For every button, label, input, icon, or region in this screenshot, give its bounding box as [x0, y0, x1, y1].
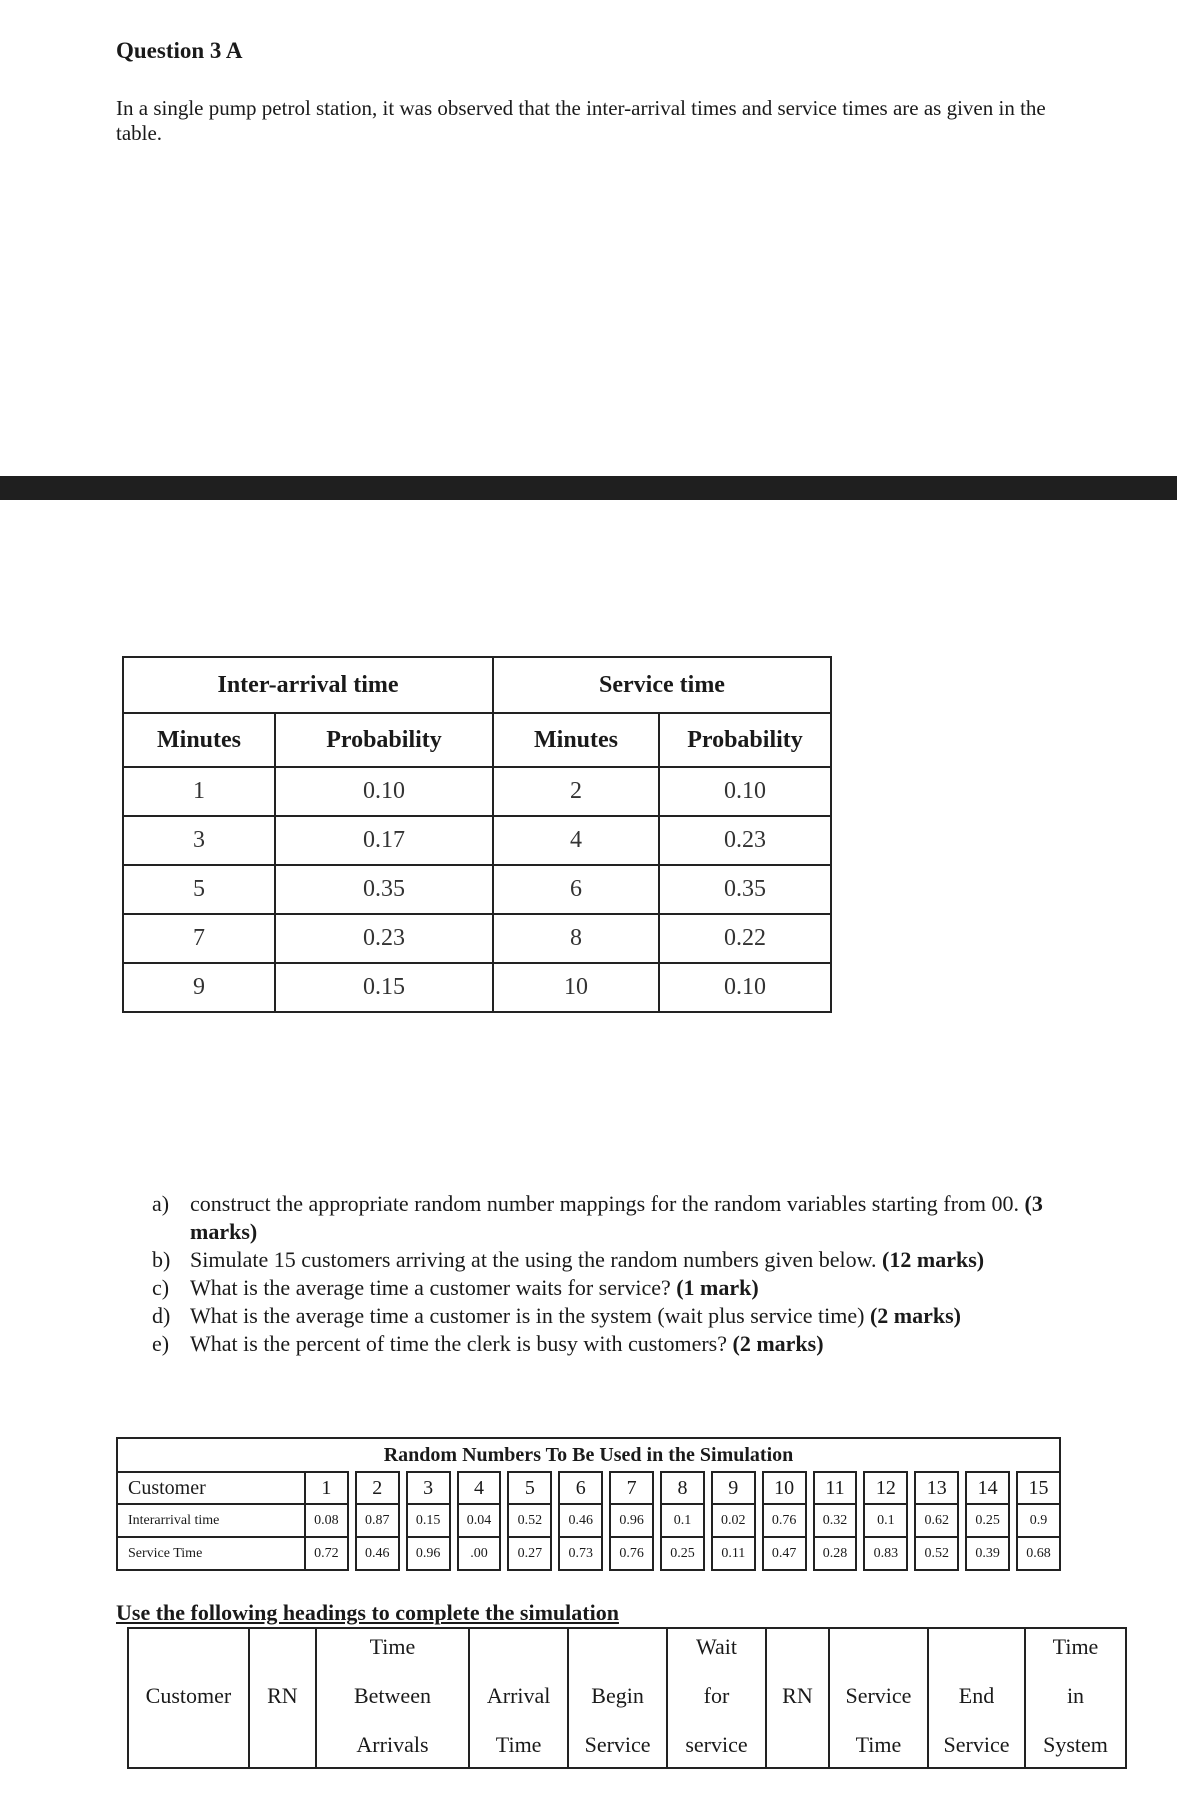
column-gap: [907, 1504, 915, 1537]
question-marks: (2 marks): [869, 1303, 962, 1328]
question-marks: (1 mark): [676, 1275, 759, 1300]
distribution-row: [123, 767, 831, 816]
column-gap: [348, 1472, 356, 1504]
distribution-cell-ia-min: 7: [123, 914, 275, 963]
distribution-cell-sv-prob: 0.23: [659, 816, 831, 865]
column-gap: [399, 1537, 407, 1570]
service-rn: 0.52: [915, 1537, 958, 1570]
column-gap: [653, 1472, 661, 1504]
heading-line: Wait: [696, 1634, 737, 1659]
column-gap: [806, 1472, 814, 1504]
column-gap: [1009, 1472, 1017, 1504]
column-gap: [551, 1504, 559, 1537]
service-header: Service time: [493, 657, 831, 713]
distribution-row: [123, 914, 831, 963]
distribution-cell-ia-prob: 0.23: [275, 914, 493, 963]
heading-arrival-time: [469, 1628, 568, 1768]
question-text: What is the percent of time the clerk is busy with customers?: [190, 1331, 728, 1356]
column-gap: [755, 1472, 763, 1504]
heading-line: Customer: [145, 1683, 232, 1708]
service-rn: 0.73: [559, 1537, 602, 1570]
heading-line: [832, 1633, 925, 1661]
column-gap: [806, 1537, 814, 1570]
interarrival-rn: 0.08: [305, 1504, 348, 1537]
customer-number: 8: [661, 1472, 704, 1504]
heading-line: Service: [584, 1732, 651, 1757]
column-gap: [958, 1504, 966, 1537]
column-gap: [450, 1472, 458, 1504]
question-text: construct the appropriate random number mappings for the random variables starting from 00.: [190, 1191, 1020, 1216]
service-rn: 0.72: [305, 1537, 348, 1570]
distribution-cell-sv-prob: 0.10: [659, 767, 831, 816]
question-letter: c): [152, 1275, 170, 1300]
heading-rn-2: [766, 1628, 829, 1768]
column-gap: [806, 1504, 814, 1537]
customer-row-label: Customer: [117, 1472, 305, 1504]
customer-number: 7: [610, 1472, 653, 1504]
heading-line: [931, 1633, 1022, 1661]
column-gap: [958, 1472, 966, 1504]
col-minutes: Minutes: [123, 713, 275, 767]
column-gap: [1009, 1537, 1017, 1570]
distribution-cell-sv-min: 2: [493, 767, 659, 816]
column-gap: [602, 1504, 610, 1537]
distribution-cell-ia-prob: 0.35: [275, 865, 493, 914]
heading-line: in: [1066, 1683, 1085, 1708]
distribution-row: [123, 963, 831, 1012]
heading-line: Begin: [591, 1683, 644, 1708]
interarrival-rn: 0.46: [559, 1504, 602, 1537]
column-gap: [500, 1504, 508, 1537]
customer-number: 14: [966, 1472, 1009, 1504]
interarrival-rn: 0.76: [763, 1504, 806, 1537]
heading-line: for: [703, 1683, 730, 1708]
col-probability: Probability: [659, 713, 831, 767]
question-text: What is the average time a customer waits for service?: [190, 1275, 671, 1300]
column-gap: [551, 1537, 559, 1570]
heading-line: Between: [353, 1683, 431, 1708]
service-rn: 0.11: [712, 1537, 755, 1570]
col-minutes: Minutes: [493, 713, 659, 767]
service-rn: 0.96: [407, 1537, 450, 1570]
interarrival-rn: 0.32: [814, 1504, 857, 1537]
intro-paragraph: In a single pump petrol station, it was observed that the inter-arrival times and service times are as given in the table.: [116, 96, 1046, 145]
column-gap: [856, 1504, 864, 1537]
column-gap: [856, 1537, 864, 1570]
heading-line: Arrival: [486, 1683, 551, 1708]
distribution-cell-sv-prob: 0.35: [659, 865, 831, 914]
simulation-headings-table: [127, 1627, 1127, 1769]
distribution-cell-sv-min: 4: [493, 816, 659, 865]
column-gap: [755, 1537, 763, 1570]
service-rn: 0.46: [356, 1537, 399, 1570]
random-numbers-title: Random Numbers To Be Used in the Simulation: [117, 1438, 1060, 1472]
column-gap: [500, 1537, 508, 1570]
heading-line: Service: [943, 1732, 1010, 1757]
distribution-cell-sv-prob: 0.10: [659, 963, 831, 1012]
distribution-cell-ia-prob: 0.17: [275, 816, 493, 865]
question-letter: b): [152, 1247, 171, 1272]
interarrival-header: Inter-arrival time: [123, 657, 493, 713]
heading-line: Time: [1052, 1634, 1099, 1659]
customer-number: 6: [559, 1472, 602, 1504]
service-rn: 0.76: [610, 1537, 653, 1570]
column-gap: [450, 1537, 458, 1570]
customer-number: 1: [305, 1472, 348, 1504]
column-gap: [856, 1472, 864, 1504]
column-gap: [551, 1472, 559, 1504]
heading-rn-1: [249, 1628, 316, 1768]
service-rn: 0.25: [661, 1537, 704, 1570]
question-letter: e): [152, 1331, 170, 1356]
question-text: What is the average time a customer is in the system (wait plus service time): [190, 1303, 865, 1328]
heading-time-between-arrivals: [316, 1628, 469, 1768]
interarrival-rn: 0.04: [458, 1504, 501, 1537]
heading-customer: [128, 1628, 249, 1768]
column-gap: [399, 1472, 407, 1504]
question-marks: (12 marks): [882, 1247, 985, 1272]
question-item: [152, 1190, 1072, 1246]
divider-band: [0, 476, 1177, 500]
column-gap: [1009, 1504, 1017, 1537]
column-gap: [958, 1537, 966, 1570]
service-row-label: Service Time: [117, 1537, 305, 1570]
distribution-cell-sv-min: 8: [493, 914, 659, 963]
question-letter: a): [152, 1191, 170, 1216]
question-marks: (2 marks): [732, 1331, 824, 1356]
distribution-cell-ia-min: 3: [123, 816, 275, 865]
column-gap: [602, 1472, 610, 1504]
heading-line: [252, 1731, 313, 1759]
heading-line: Arrivals: [356, 1732, 429, 1757]
distribution-cell-ia-min: 1: [123, 767, 275, 816]
interarrival-rn: 0.15: [407, 1504, 450, 1537]
heading-line: service: [685, 1732, 748, 1757]
heading-line: Time: [495, 1732, 542, 1757]
service-rn: 0.39: [966, 1537, 1009, 1570]
question-item: [152, 1302, 1072, 1330]
question-text: Simulate 15 customers arriving at the using the random numbers given below.: [190, 1247, 877, 1272]
distribution-row: [123, 865, 831, 914]
heading-service-time: [829, 1628, 928, 1768]
customer-number: 2: [356, 1472, 399, 1504]
interarrival-rn: 0.25: [966, 1504, 1009, 1537]
heading-line: [252, 1633, 313, 1661]
heading-wait-for-service: [667, 1628, 766, 1768]
heading-line: Time: [369, 1634, 416, 1659]
question-item: [152, 1246, 1072, 1274]
question-marks: (3 marks): [190, 1191, 1043, 1244]
interarrival-rn: 0.52: [508, 1504, 551, 1537]
interarrival-rn: 0.02: [712, 1504, 755, 1537]
column-gap: [704, 1537, 712, 1570]
question-item: [152, 1330, 1072, 1358]
distribution-cell-ia-min: 5: [123, 865, 275, 914]
customer-number: 9: [712, 1472, 755, 1504]
question-list: [152, 1190, 1072, 1358]
interarrival-rn: 0.62: [915, 1504, 958, 1537]
heading-line: Service: [845, 1683, 912, 1708]
interarrival-rn: 0.1: [661, 1504, 704, 1537]
service-rn: .00: [458, 1537, 501, 1570]
distribution-cell-ia-prob: 0.10: [275, 767, 493, 816]
service-rn: 0.47: [763, 1537, 806, 1570]
heading-line: [472, 1633, 565, 1661]
heading-line: System: [1043, 1732, 1108, 1757]
distribution-row: [123, 816, 831, 865]
customer-number: 4: [458, 1472, 501, 1504]
service-rn: 0.68: [1017, 1537, 1060, 1570]
customer-number: 11: [814, 1472, 857, 1504]
heading-end-service: [928, 1628, 1025, 1768]
customer-number: 15: [1017, 1472, 1060, 1504]
instruction-heading: Use the following headings to complete the simulation: [116, 1600, 619, 1625]
interarrival-rn: 0.87: [356, 1504, 399, 1537]
heading-line: [769, 1731, 826, 1759]
heading-line: RN: [782, 1683, 813, 1708]
column-gap: [704, 1504, 712, 1537]
heading-line: [769, 1633, 826, 1661]
heading-begin-service: [568, 1628, 667, 1768]
heading-line: End: [958, 1683, 995, 1708]
question-letter: d): [152, 1303, 171, 1328]
customer-number: 5: [508, 1472, 551, 1504]
heading-line: Time: [855, 1732, 902, 1757]
column-gap: [755, 1504, 763, 1537]
column-gap: [602, 1537, 610, 1570]
customer-number: 3: [407, 1472, 450, 1504]
column-gap: [907, 1537, 915, 1570]
column-gap: [653, 1537, 661, 1570]
distribution-cell-sv-min: 10: [493, 963, 659, 1012]
random-numbers-table: [116, 1437, 1061, 1571]
column-gap: [500, 1472, 508, 1504]
customer-number: 10: [763, 1472, 806, 1504]
column-gap: [348, 1504, 356, 1537]
heading-line: [131, 1633, 246, 1661]
column-gap: [704, 1472, 712, 1504]
interarrival-rn: 0.9: [1017, 1504, 1060, 1537]
service-rn: 0.28: [814, 1537, 857, 1570]
customer-number: 12: [864, 1472, 907, 1504]
interarrival-row-label: Interarrival time: [117, 1504, 305, 1537]
column-gap: [399, 1504, 407, 1537]
service-rn: 0.27: [508, 1537, 551, 1570]
column-gap: [348, 1537, 356, 1570]
column-gap: [907, 1472, 915, 1504]
column-gap: [653, 1504, 661, 1537]
heading-line: [131, 1731, 246, 1759]
question-item: [152, 1274, 1072, 1302]
heading-line: [571, 1633, 664, 1661]
distribution-cell-sv-min: 6: [493, 865, 659, 914]
customer-number: 13: [915, 1472, 958, 1504]
heading-line: RN: [267, 1683, 298, 1708]
question-title: Question 3 A: [116, 38, 243, 63]
distribution-cell-ia-min: 9: [123, 963, 275, 1012]
column-gap: [450, 1504, 458, 1537]
col-probability: Probability: [275, 713, 493, 767]
heading-time-in-system: [1025, 1628, 1126, 1768]
distribution-cell-ia-prob: 0.15: [275, 963, 493, 1012]
distribution-cell-sv-prob: 0.22: [659, 914, 831, 963]
distribution-table: [122, 656, 832, 1013]
interarrival-rn: 0.96: [610, 1504, 653, 1537]
service-rn: 0.83: [864, 1537, 907, 1570]
interarrival-rn: 0.1: [864, 1504, 907, 1537]
